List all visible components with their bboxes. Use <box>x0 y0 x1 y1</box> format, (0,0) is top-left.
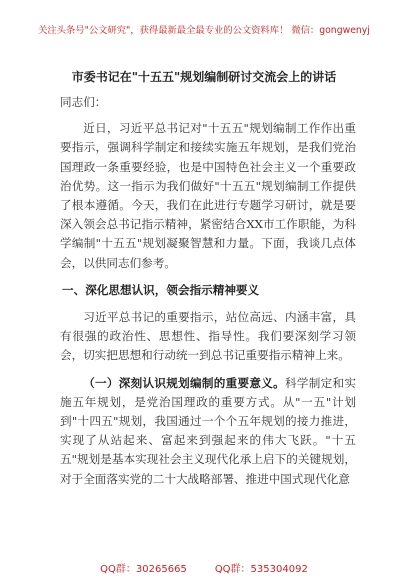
subsection-1 <box>60 374 356 489</box>
header-promo-text: 关注头条号"公文研究"，获得最新最全最专业的公文资料库！ 微信：gongwenyj <box>38 25 370 36</box>
subsection-heading-1: （一）深刻认识规划编制的重要意义。 <box>83 375 286 390</box>
greeting: 同志们： <box>60 95 107 109</box>
paragraph-intro: 近日，习近平总书记对"十五五"规划编制工作作出重要指示，强调科学制定和接续实施五年规划，是我们党治国理政一条重要经验，也是中国特色社会主义一个重要政治优势。这一指示为我们做好"十五五"规划编制工作提供了根本遵循。今天，我们在此进行专题学习研讨，就是要深入领会总书记指示精神，紧密结合XX市工作职能，为科学编制"十五五"规划凝聚智慧和力量。下面，我谈几点体会，以供同志们参考。 <box>60 121 356 270</box>
document-title: 市委书记在"十五五"规划编制研讨交流会上的讲话 <box>71 70 337 84</box>
paragraph-section1: 习近平总书记的重要指示，站位高远、内涵丰富，具有很强的政治性、思想性、指导性。我们要深刻学习领会，切实把思想和行动统一到总书记重要指示精神上来。 <box>60 310 356 363</box>
footer-qq-group-1: QQ群：30265665 <box>100 564 187 575</box>
document-body <box>60 93 356 497</box>
section-heading-1: 一、深化思想认识，领会指示精神要义 <box>62 282 260 297</box>
subsection-text-1: 科学制定和实施五年规划，是党治国理政的重要方式。从"一五"计划到"十四五"规划，我国通过一个个五年规划的接力推进，实现了从站起来、富起来到强起来的伟大飞跃。"十五五"规划是基本实现社会主义现代化承上启下的关键规划，对于全面落实党的二十大战略部署、推进中国式现代化意 <box>60 375 356 486</box>
footer-qq-group-2: QQ群：535304092 <box>214 564 308 575</box>
footer-contact <box>0 560 408 575</box>
